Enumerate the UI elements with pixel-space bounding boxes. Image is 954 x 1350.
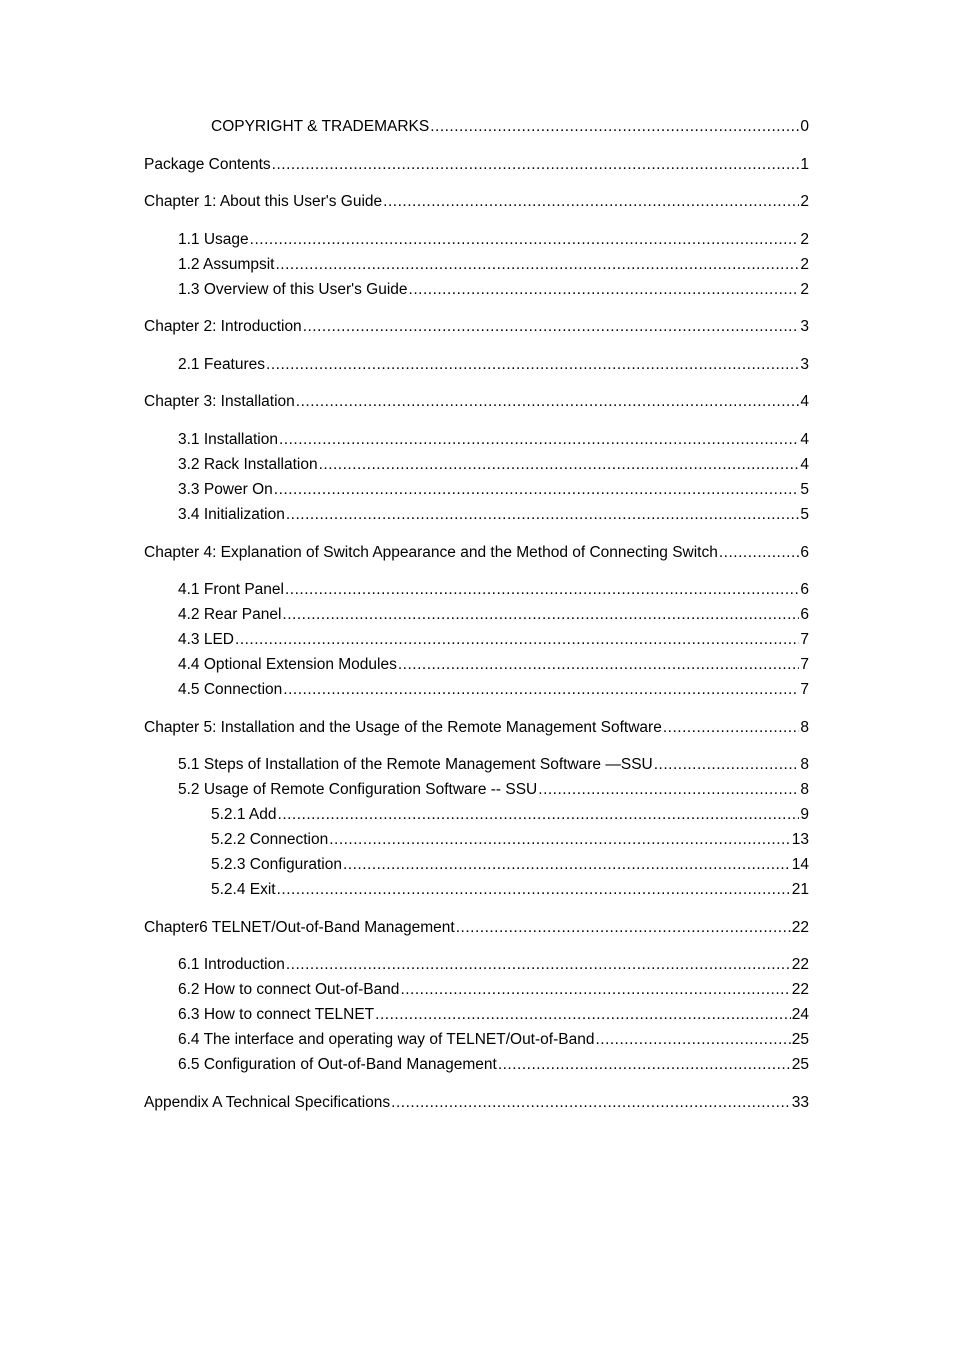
toc-page-number: 4	[800, 456, 809, 473]
dot-leader	[286, 954, 791, 976]
toc-entry-chapter-6[interactable]	[144, 917, 809, 939]
toc-entry-label: 3.3 Power On	[178, 481, 273, 498]
toc-page-number: 25	[791, 1031, 809, 1048]
toc-entry-6-5[interactable]	[178, 1054, 809, 1076]
dot-leader	[663, 717, 800, 739]
toc-entry-label: 5.2.4 Exit	[211, 881, 276, 898]
toc-entry-6-1[interactable]	[178, 954, 809, 976]
dot-leader	[296, 391, 800, 413]
dot-leader	[343, 854, 791, 876]
toc-entry-label: Chapter 3: Installation	[144, 393, 295, 410]
toc-page-number: 14	[791, 856, 809, 873]
toc-entry-copyright[interactable]	[211, 116, 809, 138]
toc-page-number: 3	[800, 356, 809, 373]
toc-entry-appendix-a[interactable]	[144, 1092, 809, 1114]
toc-entry-label: 6.4 The interface and operating way of TELNET/Out-of-Band	[178, 1031, 595, 1048]
toc-page-number: 8	[800, 719, 809, 736]
toc-entry-label: 6.3 How to connect TELNET	[178, 1006, 375, 1023]
toc-page-number: 13	[791, 831, 809, 848]
toc-page-number: 22	[791, 956, 809, 973]
dot-leader	[266, 354, 799, 376]
toc-entry-6-2[interactable]	[178, 979, 809, 1001]
toc-page-number: 33	[791, 1094, 809, 1111]
dot-leader	[400, 979, 790, 1001]
toc-entry-label: 1.2 Assumpsit	[178, 256, 275, 273]
toc-entry-label: 5.2 Usage of Remote Configuration Software -- SSU	[178, 781, 538, 798]
dot-leader	[283, 679, 799, 701]
toc-entry-3-1[interactable]	[178, 429, 809, 451]
toc-entry-4-3[interactable]	[178, 629, 809, 651]
dot-leader	[538, 779, 799, 801]
toc-entry-2-1[interactable]	[178, 354, 809, 376]
toc-entry-chapter-2[interactable]	[144, 316, 809, 338]
dot-leader	[274, 479, 800, 501]
toc-entry-label: 5.1 Steps of Installation of the Remote Management Software —SSU	[178, 756, 653, 773]
toc-entry-label: 4.5 Connection	[178, 681, 283, 698]
toc-page-number: 24	[791, 1006, 809, 1023]
toc-page-number: 2	[800, 193, 809, 210]
toc-page-number: 2	[800, 256, 809, 273]
dot-leader	[319, 454, 800, 476]
dot-leader	[329, 829, 791, 851]
toc-entry-chapter-3[interactable]	[144, 391, 809, 413]
toc-entry-3-2[interactable]	[178, 454, 809, 476]
toc-entry-1-2[interactable]	[178, 254, 809, 276]
toc-entry-4-1[interactable]	[178, 579, 809, 601]
toc-entry-4-2[interactable]	[178, 604, 809, 626]
dot-leader	[430, 116, 799, 138]
toc-page-number: 8	[800, 781, 809, 798]
toc-entry-label: Package Contents	[144, 156, 271, 173]
dot-leader	[279, 429, 799, 451]
dot-leader	[398, 654, 800, 676]
toc-page-number: 6	[800, 606, 809, 623]
toc-entry-5-2-2[interactable]	[211, 829, 809, 851]
toc-entry-chapter-4[interactable]	[144, 542, 809, 564]
toc-page-number: 4	[800, 431, 809, 448]
toc-entry-label: 2.1 Features	[178, 356, 266, 373]
dot-leader	[250, 229, 800, 251]
toc-entry-label: 4.2 Rear Panel	[178, 606, 282, 623]
toc-entry-6-4[interactable]	[178, 1029, 809, 1051]
toc-entry-5-2-1[interactable]	[211, 804, 809, 826]
toc-entry-label: 5.2.1 Add	[211, 806, 277, 823]
toc-page-number: 7	[800, 656, 809, 673]
toc-entry-5-1[interactable]	[178, 754, 809, 776]
toc-entry-label: 4.1 Front Panel	[178, 581, 284, 598]
dot-leader	[277, 879, 791, 901]
dot-leader	[654, 754, 800, 776]
toc-page-number: 3	[800, 318, 809, 335]
toc-entry-3-4[interactable]	[178, 504, 809, 526]
toc-page-number: 9	[800, 806, 809, 823]
dot-leader	[272, 154, 800, 176]
dot-leader	[498, 1054, 791, 1076]
toc-entry-1-3[interactable]	[178, 279, 809, 301]
toc-entry-label: 6.2 How to connect Out-of-Band	[178, 981, 400, 998]
toc-entry-label: Chapter 1: About this User's Guide	[144, 193, 383, 210]
dot-leader	[285, 579, 799, 601]
toc-entry-3-3[interactable]	[178, 479, 809, 501]
toc-page-number: 1	[800, 156, 809, 173]
toc-page-number: 5	[800, 481, 809, 498]
toc-page-number: 6	[800, 581, 809, 598]
toc-entry-4-4[interactable]	[178, 654, 809, 676]
toc-page-number: 25	[791, 1056, 809, 1073]
toc-entry-label: Chapter6 TELNET/Out-of-Band Management	[144, 919, 455, 936]
dot-leader	[391, 1092, 791, 1114]
toc-page-number: 21	[791, 881, 809, 898]
toc-entry-label: Chapter 5: Installation and the Usage of the Remote Management Software	[144, 719, 662, 736]
toc-page-number: 0	[800, 118, 809, 135]
dot-leader	[719, 542, 800, 564]
toc-entry-label: COPYRIGHT & TRADEMARKS	[211, 118, 430, 135]
toc-entry-6-3[interactable]	[178, 1004, 809, 1026]
toc-entry-label: 6.5 Configuration of Out-of-Band Management	[178, 1056, 497, 1073]
toc-entry-label: 5.2.3 Configuration	[211, 856, 342, 873]
toc-entry-5-2-4[interactable]	[211, 879, 809, 901]
toc-entry-label: 5.2.2 Connection	[211, 831, 329, 848]
toc-page-number: 2	[800, 281, 809, 298]
toc-entry-label: 1.3 Overview of this User's Guide	[178, 281, 408, 298]
toc-entry-label: 3.4 Initialization	[178, 506, 285, 523]
toc-entry-label: 4.3 LED	[178, 631, 235, 648]
toc-page-number: 7	[800, 631, 809, 648]
toc-entry-label: 4.4 Optional Extension Modules	[178, 656, 397, 673]
dot-leader	[375, 1004, 791, 1026]
dot-leader	[303, 316, 800, 338]
toc-page-number: 8	[800, 756, 809, 773]
dot-leader	[278, 804, 800, 826]
dot-leader	[383, 191, 799, 213]
toc-page-number: 7	[800, 681, 809, 698]
toc-page-number: 4	[800, 393, 809, 410]
toc-entry-label: 3.2 Rack Installation	[178, 456, 318, 473]
toc-entry-chapter-1[interactable]	[144, 191, 809, 213]
dot-leader	[276, 254, 800, 276]
toc-entry-package-contents[interactable]	[144, 154, 809, 176]
toc-entry-label: Appendix A Technical Specifications	[144, 1094, 391, 1111]
toc-entry-5-2[interactable]	[178, 779, 809, 801]
dot-leader	[286, 504, 800, 526]
dot-leader	[235, 629, 799, 651]
toc-page-number: 22	[791, 919, 809, 936]
toc-page-number: 6	[800, 544, 809, 561]
toc-entry-1-1[interactable]	[178, 229, 809, 251]
toc-page-number: 2	[800, 231, 809, 248]
dot-leader	[456, 917, 791, 939]
toc-page-number: 22	[791, 981, 809, 998]
dot-leader	[409, 279, 800, 301]
toc-entry-chapter-5[interactable]	[144, 717, 809, 739]
dot-leader	[595, 1029, 790, 1051]
toc-entry-label: 6.1 Introduction	[178, 956, 285, 973]
toc-entry-label: 1.1 Usage	[178, 231, 249, 248]
toc-entry-label: Chapter 2: Introduction	[144, 318, 302, 335]
toc-entry-label: Chapter 4: Explanation of Switch Appearance and the Method of Connecting Switch	[144, 544, 718, 561]
toc-entry-label: 3.1 Installation	[178, 431, 278, 448]
dot-leader	[282, 604, 799, 626]
toc-entry-5-2-3[interactable]	[211, 854, 809, 876]
toc-entry-4-5[interactable]	[178, 679, 809, 701]
toc-page-number: 5	[800, 506, 809, 523]
